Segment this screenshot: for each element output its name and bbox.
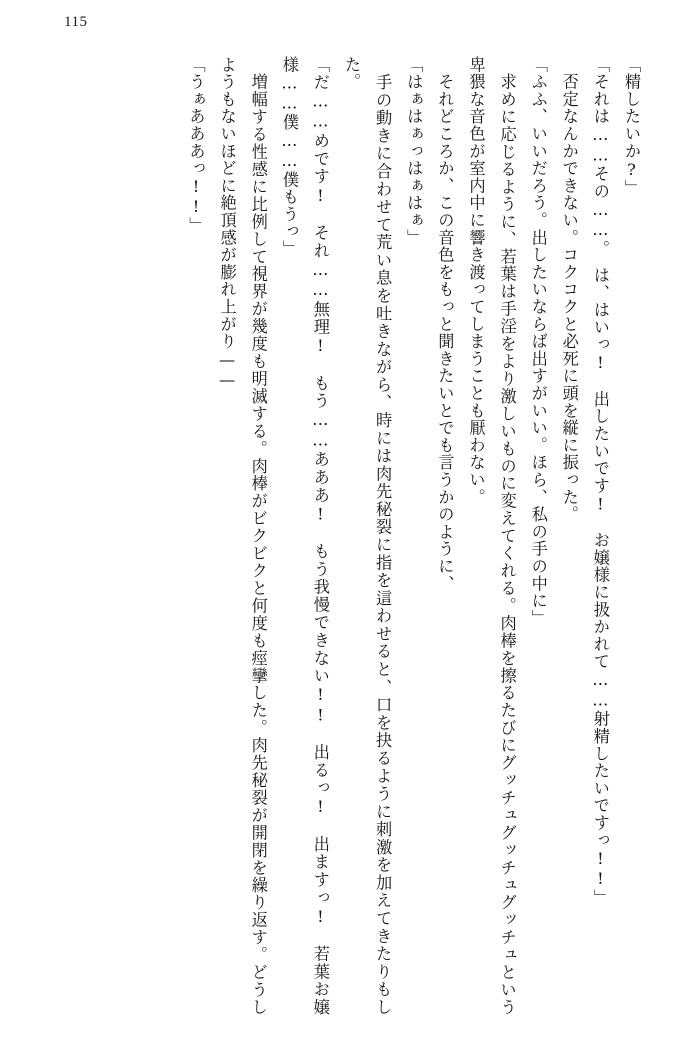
- paragraph: 「はぁはぁっはぁはぁ」: [404, 56, 424, 247]
- paragraph: 否定なんかできない。コクコクと必死に頭を縦に振った。: [559, 56, 579, 524]
- page-body-text: [56, 56, 647, 1016]
- paragraph: それどころか、この音色をもっと聞きたいとでも言うかのように、: [435, 56, 455, 593]
- paragraph: 求めに応じるように、若葉は手淫をより激しいものに変えてくれる。肉棒を擦るたびにグッチュグッチュグッチュという卑猥な音色が室内中に響き渡ってしまうことも厭わない。: [466, 56, 517, 1016]
- paragraph: 「うぁあああっ!!」: [186, 56, 206, 235]
- page-number: 115: [64, 14, 88, 30]
- paragraph: 手の動きに合わせて荒い息を吐きながら、時には肉先秘裂に指を這わせると、口を抉るように刺激を加えてきたりもした。: [342, 56, 393, 1016]
- paragraph: 「ふふ、いいだろう。出したいならば出すがいい。ほら、私の手の中に」: [528, 56, 548, 627]
- paragraph: 「だ……めです! それ……無理! もう……あああ! もう我慢できない!! 出るっ! 出ますっ! 若葉お嬢様……僕……僕もうっ」: [279, 56, 330, 1016]
- paragraph: 「それは……その……。 は、はいっ! 出したいです! お嬢様に扱かれて……射精したいですっ!!」: [590, 56, 610, 907]
- paragraph: 「精したいか?」: [622, 56, 641, 198]
- paragraph: 増幅する性感に比例して視界が幾度も明滅する。肉棒がビクビクと何度も痙攣した。肉先秘裂が開閉を繰り返す。どうしようもないほどに絶頂感が膨れ上がり——: [217, 56, 268, 1016]
